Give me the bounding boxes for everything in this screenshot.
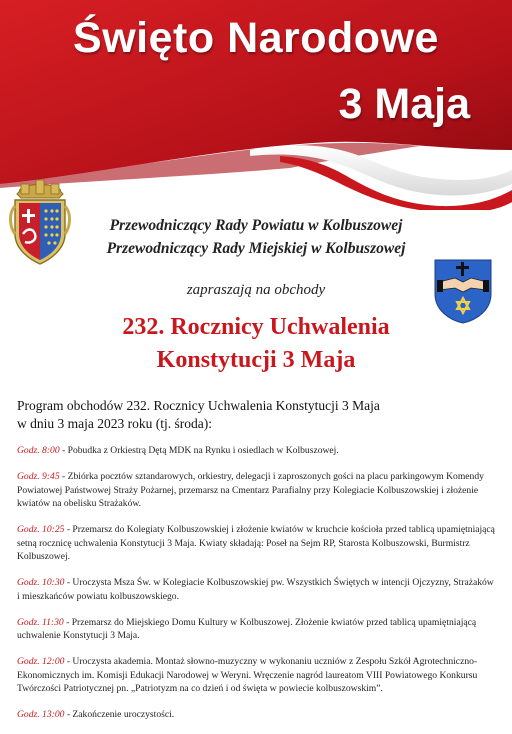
hosts <box>0 214 512 260</box>
host-line: Przewodniczący Rady Miejskiej w Kolbuszowej <box>106 240 406 257</box>
event-title: Święto Narodowe <box>73 14 439 62</box>
schedule-item <box>17 523 497 564</box>
schedule-item <box>17 444 497 458</box>
occasion-line: 232. Rocznicy Uchwalenia <box>122 314 390 340</box>
schedule-time: Godz. 9:45 <box>17 471 60 482</box>
schedule-time: Godz. 13:00 <box>17 709 65 720</box>
schedule-text: - Przemarsz do Miejskiego Domu Kultury w Kolbuszowej. Złożenie kwiatów przed tablicą upamiętniającą uchwalenie Konstytucji 3 Maja. <box>17 616 477 641</box>
occasion-title <box>0 311 512 377</box>
schedule-item <box>17 655 497 696</box>
invitation-text: zapraszają na obchody <box>186 282 326 298</box>
schedule-text: - Zakończenie uroczystości. <box>64 709 175 720</box>
host-line: Przewodniczący Rady Powiatu w Kolbuszowej <box>109 217 403 234</box>
program-intro-line: Program obchodów 232. Rocznicy Uchwalenia Konstytucji 3 Maja <box>17 398 380 413</box>
schedule-text: - Zbiórka pocztów sztandarowych, orkiestry, delegacji i zaproszonych gości na placu parkingowym Komendy Powiatowej Państwowej Straży Pożarnej, przemarsz na Cmentarz Parafialny przy Kolegiacie Kolbuszowskiej i złożenie kwiatów na obelisku Strażaków. <box>17 471 484 509</box>
schedule-time: Godz. 11:30 <box>17 616 64 628</box>
schedule-text: - Uroczysta akademia. Montaż słowno-muzyczny w wykonaniu uczniów z Zespołu Szkół Agrotechniczno-Ekonomicznych im. Komisji Edukacji Narodowej w Weryni. Wręczenie nagród laureatom VIII Powiatowego Konkursu Twórczości Patriotycznej pn. „Patriotyzm na co dzień i od święta w powiecie kolbuszowskim”. <box>17 656 478 694</box>
schedule-text: - Uroczysta Msza Św. w Kolegiacie Kolbuszowskiej pw. Wszystkich Świętych w intencji Ojczyzny, Strażaków i mieszkańców powiatu kolbuszowskiego. <box>17 577 494 602</box>
schedule-time: Godz. 10:25 <box>17 524 65 535</box>
schedule-list <box>17 444 497 734</box>
schedule-time: Godz. 10:30 <box>17 577 65 588</box>
event-date-title: 3 Maja <box>338 80 470 128</box>
schedule-item <box>17 616 497 643</box>
schedule-item <box>17 576 497 603</box>
program-intro-line: w dniu 3 maja 2023 roku (tj. środa): <box>17 416 212 431</box>
schedule-time: Godz. 12:00 <box>17 656 65 667</box>
program-intro <box>17 397 380 433</box>
schedule-text: - Przemarsz do Kolegiaty Kolbuszowskiej i złożenie kwiatów w kruchcie kościoła przed tablicą upamiętniającą setną rocznicę uchwalenia Konstytucji 3 Maja. Kwiaty składają: Poseł na Sejm RP, Starosta Kolbuszowski, Burmistrz Kolbuszowej. <box>17 524 495 562</box>
occasion-line: Konstytucji 3 Maja <box>156 347 356 373</box>
schedule-text: - Pobudka z Orkiestrą Dętą MDK na Rynku i osiedlach w Kolbuszowej. <box>59 445 339 456</box>
schedule-item <box>17 470 497 511</box>
schedule-item <box>17 708 497 722</box>
schedule-time: Godz. 8:00 <box>17 445 60 456</box>
